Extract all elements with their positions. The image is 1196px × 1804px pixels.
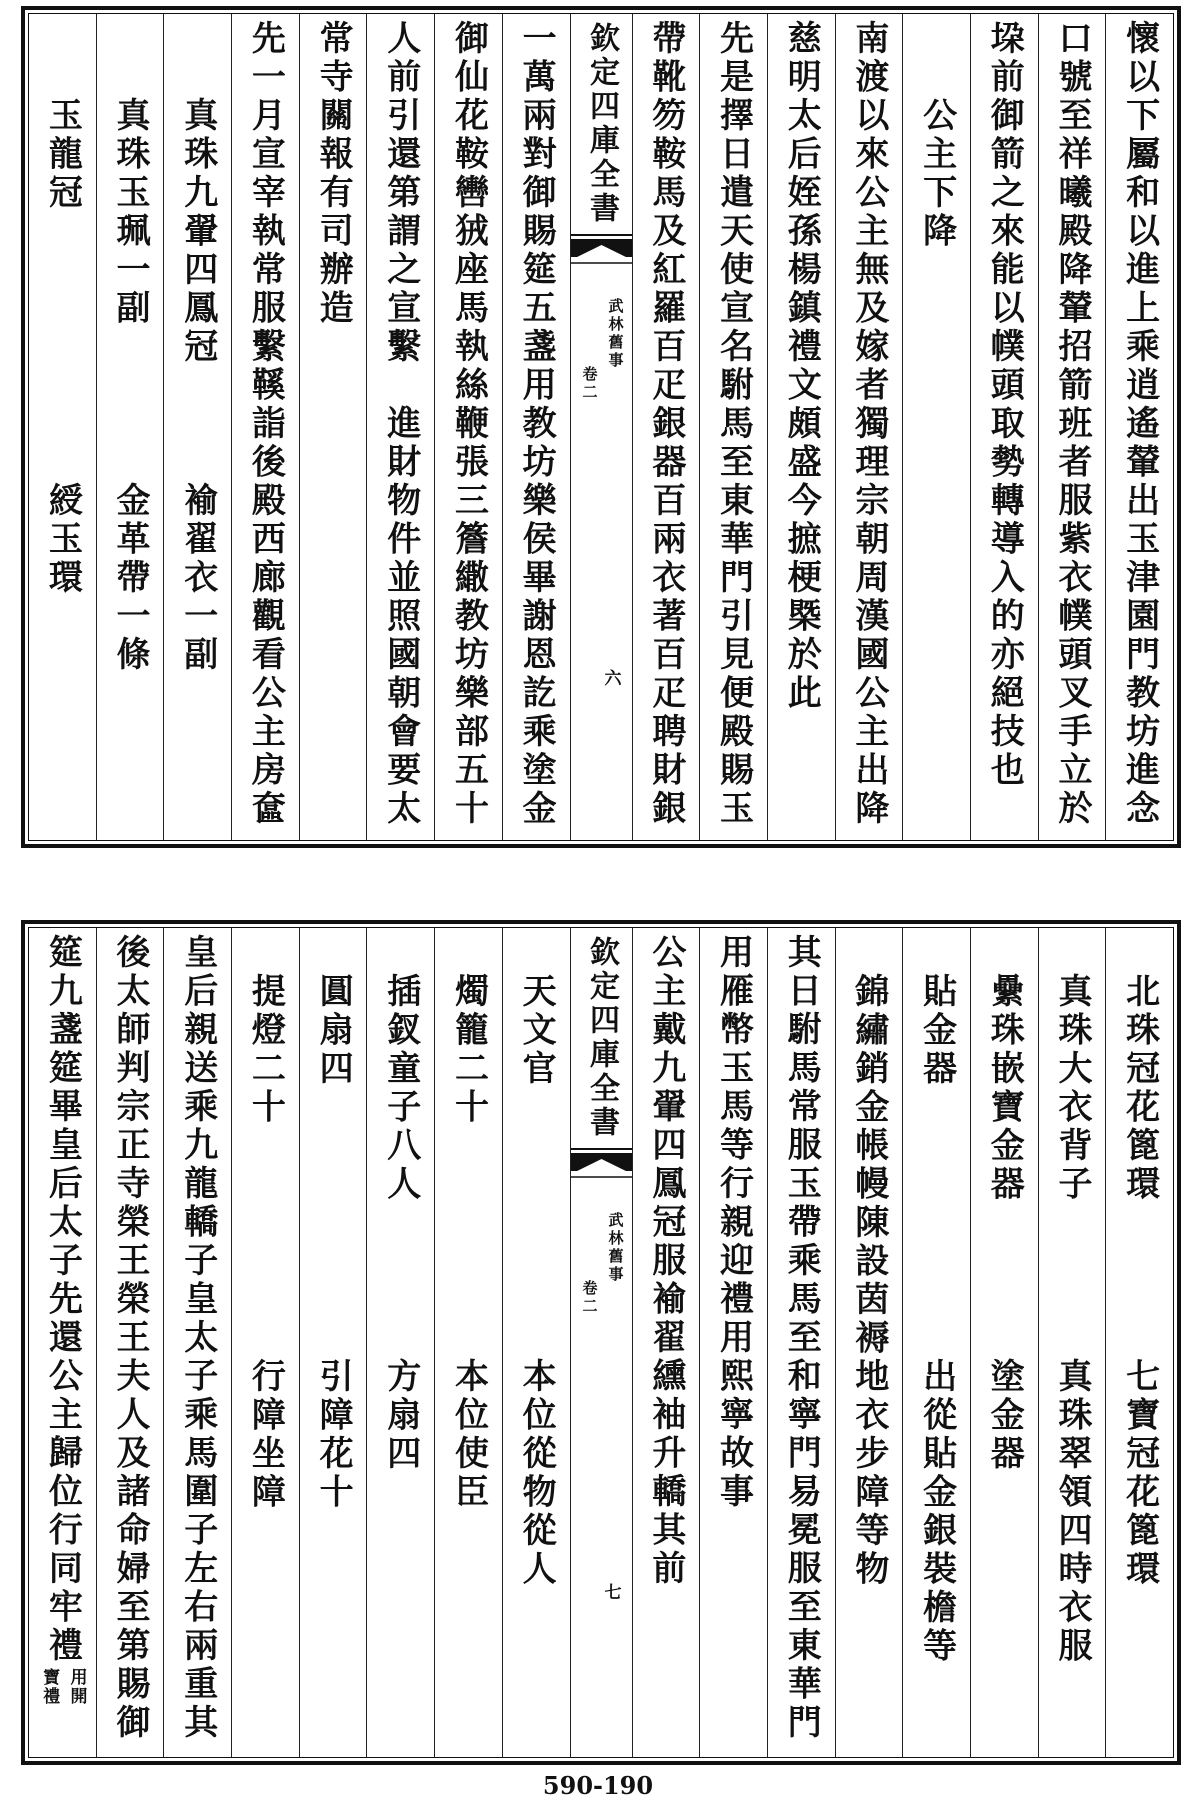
text-column <box>299 14 367 840</box>
text-line: 常寺關報有司辦造 <box>313 20 354 328</box>
banxin-leaf-number: 六 <box>600 669 621 686</box>
banxin-center-column <box>570 928 632 1757</box>
list-item: 玉龍冠 <box>42 97 83 213</box>
small-note-line: 用開 <box>66 1668 87 1706</box>
list-item: 本位使臣 <box>448 1357 489 1512</box>
text-column <box>699 14 767 840</box>
list-item: 出從貼金銀裝檐等 <box>916 1357 957 1666</box>
banxin-book-title: 武林舊事 <box>606 1212 625 1284</box>
text-line: 進財物件並照國朝會要太 <box>380 405 421 829</box>
list-item: 纍珠嵌寶金器 <box>984 972 1025 1204</box>
list-item: 真珠玉珮一副 <box>110 97 151 328</box>
text-line: 公主戴九翬四鳳冠服褕翟纁袖升轎其前 <box>645 934 686 1589</box>
banxin-title: 欽定四庫全書 <box>584 22 619 226</box>
text-column <box>502 928 570 1757</box>
text-line: 慈明太后姪孫楊鎮禮文頗盛今摭梗槩於此 <box>781 20 822 713</box>
list-item: 錦繡銷金帳幔陳設茵褥地衣步障等物 <box>848 972 889 1589</box>
text-column <box>902 928 970 1757</box>
list-item: 褕翟衣一副 <box>177 482 218 675</box>
interlinear-small-note <box>35 1668 90 1712</box>
list-item: 真珠大衣背子 <box>1051 972 1092 1204</box>
list-item: 燭籠二十 <box>448 972 489 1127</box>
text-column <box>632 928 700 1757</box>
text-line: 垜前御箭之來能以幞頭取勢轉導入的亦絕技也 <box>984 20 1025 790</box>
banxin-center-column <box>570 14 632 840</box>
list-item: 圓扇四 <box>313 972 354 1088</box>
column-grid <box>29 928 1173 1757</box>
banxin-book-title: 武林舊事 <box>606 298 625 370</box>
inner-frame <box>28 927 1174 1758</box>
text-column <box>767 928 835 1757</box>
text-column <box>767 14 835 840</box>
list-item: 七寶冠花篦環 <box>1119 1357 1160 1589</box>
list-item: 插釵童子八人 <box>380 972 421 1204</box>
text-column <box>366 928 434 1757</box>
text-column <box>163 14 231 840</box>
text-line: 其日駙馬常服玉帶乘馬至和寧門易冕服至東華門 <box>781 934 822 1743</box>
text-column <box>299 928 367 1757</box>
text-column <box>970 928 1038 1757</box>
list-item: 天文官 <box>516 972 557 1088</box>
text-line: 先一月宣宰執常服繫鞵詣後殿西廊觀看公主房奩 <box>245 20 286 829</box>
text-column <box>366 14 434 840</box>
list-item: 方扇四 <box>380 1357 421 1473</box>
text-line: 口號至祥曦殿降輦招箭班者服紫衣幞頭叉手立於 <box>1051 20 1092 829</box>
text-column <box>1105 14 1173 840</box>
list-item: 引障花十 <box>313 1357 354 1512</box>
small-note-line: 寶禮 <box>39 1668 60 1706</box>
text-column <box>902 14 970 840</box>
text-column <box>502 14 570 840</box>
text-column <box>632 14 700 840</box>
list-item: 本位從物從人 <box>516 1357 557 1589</box>
inner-frame <box>28 13 1174 841</box>
text-line: 一萬兩對御賜筵五盞用教坊樂侯畢謝恩訖乘塗金 <box>516 20 557 829</box>
text-line: 御仙花鞍轡狨座馬執絲鞭張三簷繖教坊樂部五十 <box>448 20 489 829</box>
text-line: 懷以下屬和以進上乘逍遙輦出玉津園門教坊進念 <box>1119 20 1160 829</box>
text-line: 先是擇日遣天使宣名駙馬至東華門引見便殿賜玉 <box>713 20 754 829</box>
column-grid <box>29 14 1173 840</box>
list-item: 綬玉環 <box>42 482 83 598</box>
list-item: 塗金器 <box>984 1357 1025 1473</box>
text-column <box>231 928 299 1757</box>
list-item: 貼金器 <box>916 972 957 1088</box>
text-column <box>699 928 767 1757</box>
fishtail-ornament <box>571 1148 632 1180</box>
page-footer-number: 590-190 <box>542 1771 654 1800</box>
text-line: 皇后親送乘九龍轎子皇太子乘馬圍子左右兩重其 <box>177 934 218 1743</box>
text-column <box>970 14 1038 840</box>
text-column <box>1105 928 1173 1757</box>
text-column <box>96 14 164 840</box>
text-line: 人前引還第謂之宣繫 <box>380 20 421 367</box>
list-item: 提燈二十 <box>245 972 286 1127</box>
text-column <box>29 14 96 840</box>
list-item: 真珠翠領四時衣服 <box>1051 1357 1092 1666</box>
text-column <box>835 14 903 840</box>
lower-half-leaf <box>21 920 1181 1765</box>
banxin-leaf-number: 七 <box>600 1583 621 1600</box>
text-column <box>1038 928 1106 1757</box>
text-line: 帶靴笏鞍馬及紅羅百疋銀器百兩衣著百疋聘財銀 <box>645 20 686 829</box>
text-column <box>434 14 502 840</box>
section-heading: 公主下降 <box>916 97 957 251</box>
text-column <box>231 14 299 840</box>
text-column <box>1038 14 1106 840</box>
list-item: 行障坐障 <box>245 1357 286 1512</box>
text-column <box>29 928 96 1757</box>
text-line: 筵九盞筵畢皇后太子先還公主歸位行同牢禮 <box>42 934 83 1666</box>
text-column <box>163 928 231 1757</box>
text-column <box>434 928 502 1757</box>
text-line: 用雁幣玉馬等行親迎禮用熙寧故事 <box>713 934 754 1512</box>
list-item: 真珠九翬四鳳冠 <box>177 97 218 367</box>
banxin-title: 欽定四庫全書 <box>584 936 619 1140</box>
banxin-juan: 卷二 <box>580 366 599 402</box>
text-column <box>96 928 164 1757</box>
banxin-juan: 卷二 <box>580 1280 599 1316</box>
list-item: 北珠冠花篦環 <box>1119 972 1160 1204</box>
upper-half-leaf <box>21 6 1181 848</box>
text-line: 南渡以來公主無及嫁者獨理宗朝周漢國公主出降 <box>848 20 889 829</box>
text-line: 後太師判宗正寺榮王榮王夫人及諸命婦至第賜御 <box>110 934 151 1743</box>
fishtail-ornament <box>571 234 632 266</box>
list-item: 金革帶一條 <box>110 482 151 675</box>
text-column <box>835 928 903 1757</box>
